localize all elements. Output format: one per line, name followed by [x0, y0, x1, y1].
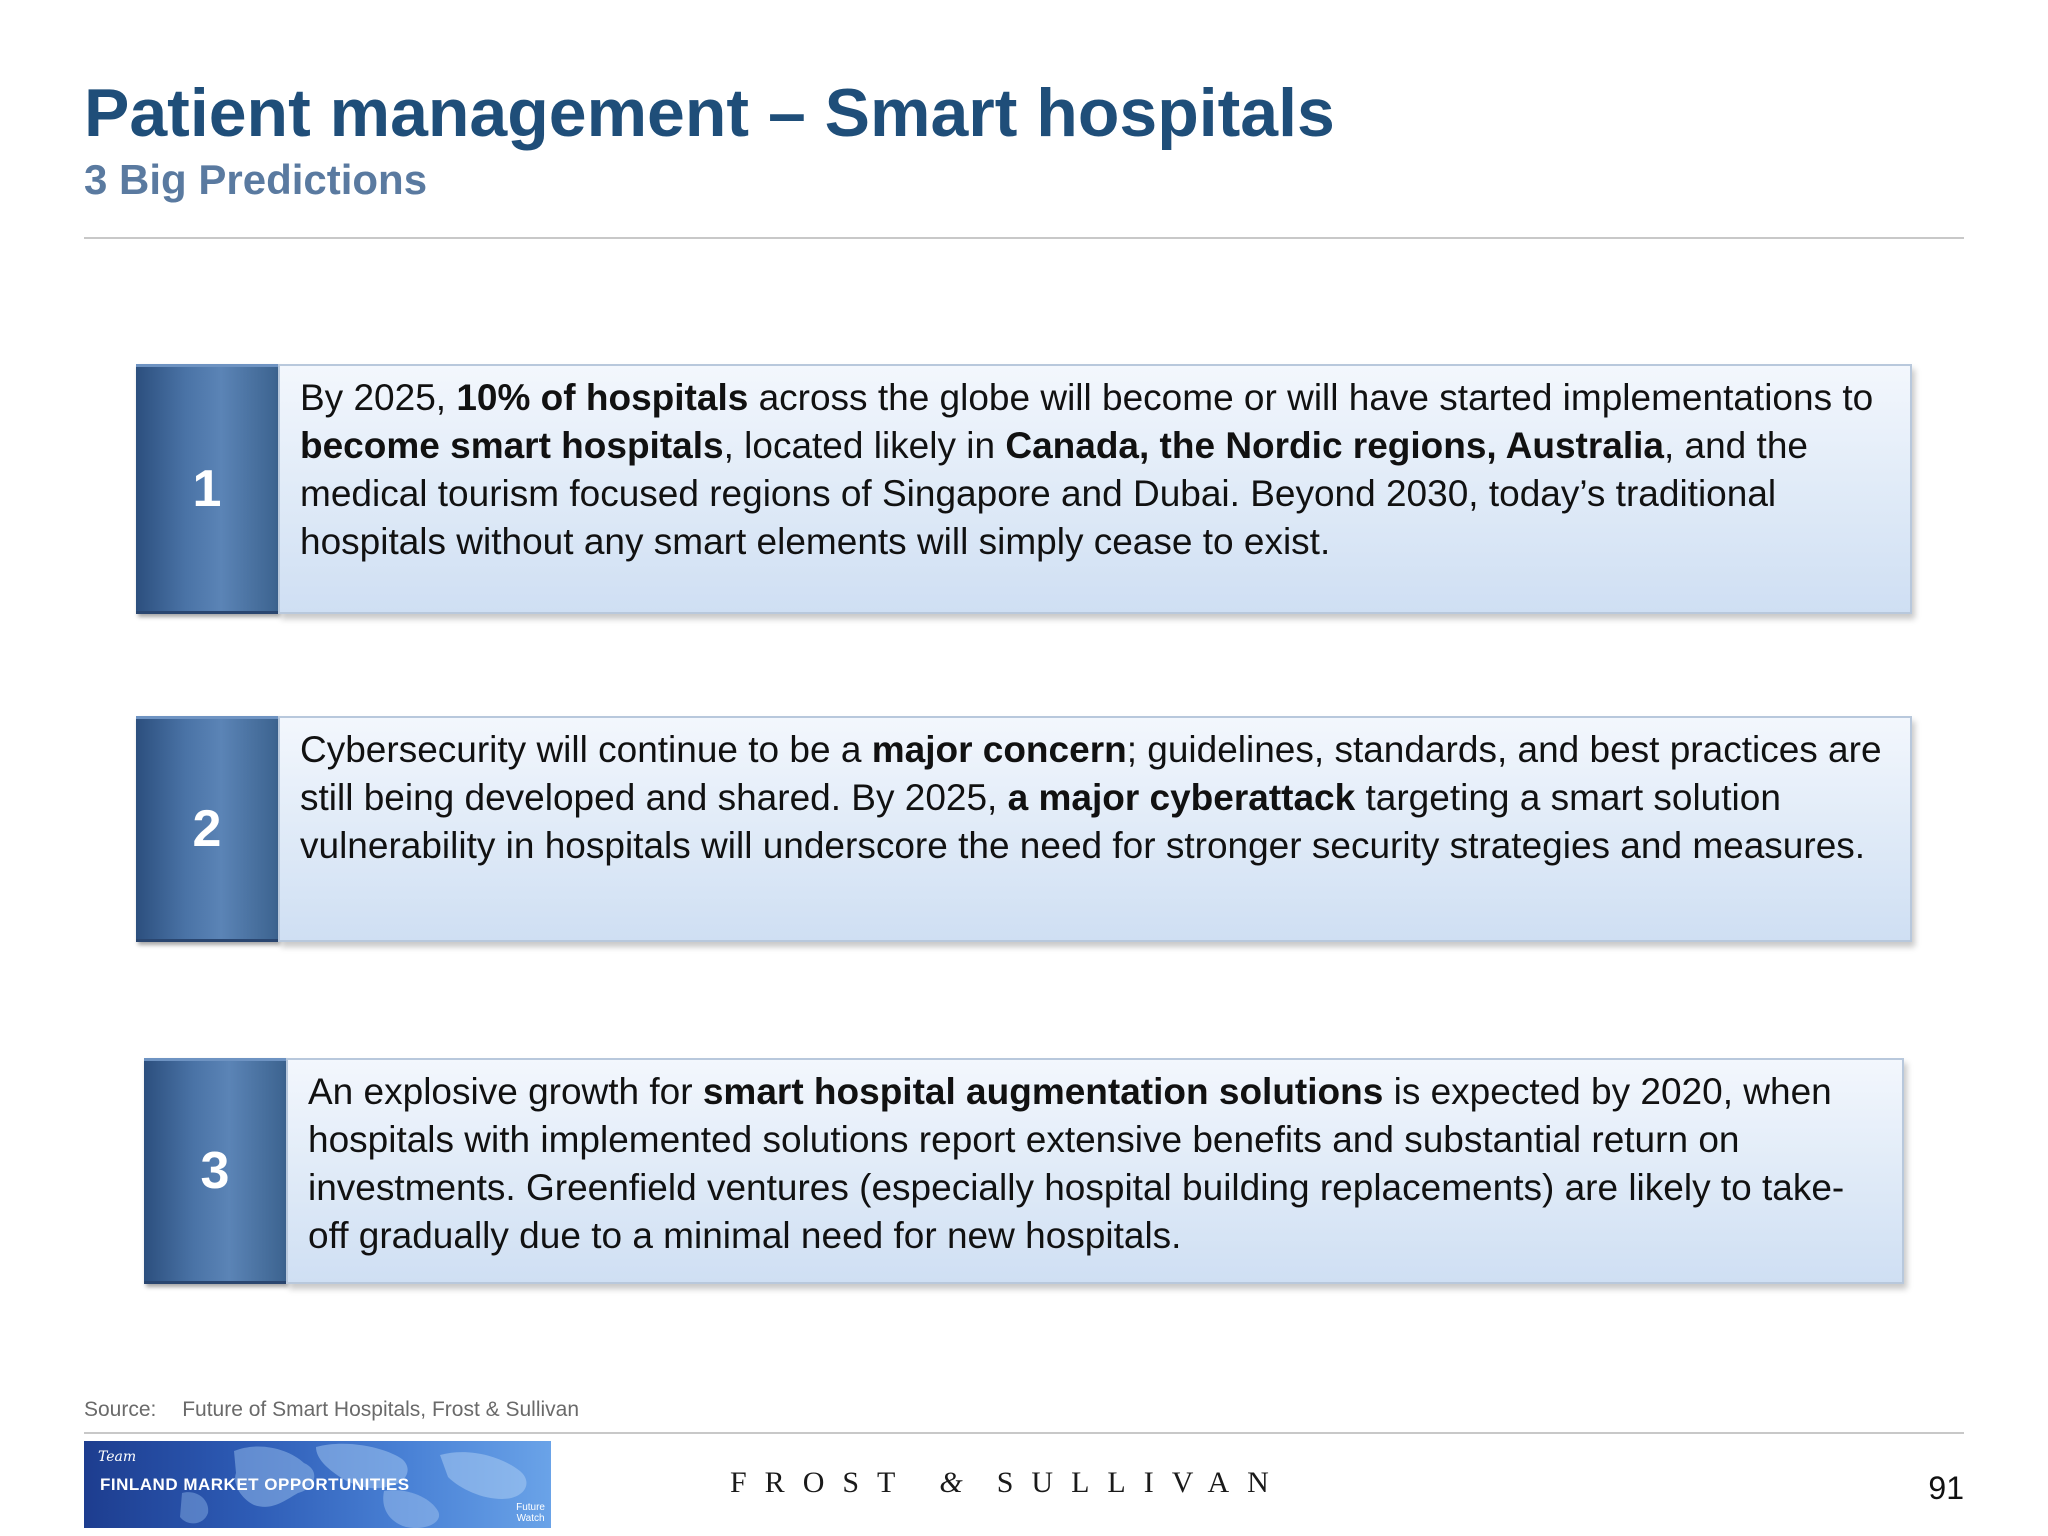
- body-text: By 2025,: [300, 377, 457, 418]
- prediction-number: 2: [136, 716, 278, 942]
- finland-market-banner: [84, 1441, 551, 1528]
- logo-frost: FROST: [730, 1466, 914, 1499]
- prediction-1: [136, 364, 1912, 614]
- prediction-text: [286, 1058, 1904, 1284]
- page-number: 91: [1928, 1470, 1964, 1506]
- prediction-2: [136, 716, 1912, 942]
- logo-ampersand: &: [939, 1466, 963, 1499]
- body-text: An explosive growth for: [308, 1071, 703, 1112]
- emphasis-text: become smart hospitals: [300, 425, 724, 466]
- source-text: Future of Smart Hospitals, Frost & Sullivan: [182, 1398, 580, 1421]
- body-text: targeting a smart solution vulnerability in hospitals will underscore the need for stronger security strategies and measures.: [300, 777, 1866, 866]
- body-text: is expected by 2020, when hospitals with implemented solutions report extensive benefits and substantial return on investments. Greenfield ventures (especially hospital building replacements) are likely to take-off gradually due to a minimal need for new hospitals.: [308, 1071, 1845, 1256]
- body-text: across the globe will become or will have started implementations to: [748, 377, 1874, 418]
- emphasis-text: major concern: [871, 729, 1127, 770]
- banner-team-label: Team: [98, 1449, 137, 1465]
- emphasis-text: 10% of hospitals: [456, 377, 749, 418]
- future-watch-line-2: Watch: [516, 1513, 545, 1524]
- page-title: Patient management – Smart hospitals: [84, 75, 1335, 151]
- source-note: [84, 1398, 579, 1422]
- prediction-text: [278, 716, 1912, 942]
- prediction-text: [278, 364, 1912, 614]
- frost-sullivan-logo: [730, 1466, 1287, 1500]
- banner-title: FINLAND MARKET OPPORTUNITIES: [100, 1475, 410, 1494]
- emphasis-text: Canada, the Nordic regions, Australia: [1005, 425, 1664, 466]
- future-watch-line-1: Future: [516, 1502, 545, 1513]
- page-subtitle: 3 Big Predictions: [84, 156, 428, 203]
- emphasis-text: smart hospital augmentation solutions: [702, 1071, 1384, 1112]
- body-text: ; guidelines, standards, and best practices are still being developed and shared. By 2025,: [300, 729, 1882, 818]
- body-text: , located likely in: [723, 425, 1006, 466]
- future-watch-label: [516, 1502, 545, 1524]
- logo-sullivan: SULLIVAN: [996, 1466, 1287, 1499]
- prediction-number: 3: [144, 1058, 286, 1284]
- prediction-3: [144, 1058, 1904, 1284]
- emphasis-text: a major cyberattack: [1007, 777, 1356, 818]
- prediction-number: 1: [136, 364, 278, 614]
- source-label: Source:: [84, 1398, 157, 1421]
- body-text: Cybersecurity will continue to be a: [300, 729, 872, 770]
- body-text: , and the medical tourism focused regions of Singapore and Dubai. Beyond 2030, today’s traditional hospitals without any smart elements will simply cease to exist.: [300, 425, 1808, 562]
- header-divider: [84, 237, 1964, 239]
- footer-divider: [84, 1432, 1964, 1434]
